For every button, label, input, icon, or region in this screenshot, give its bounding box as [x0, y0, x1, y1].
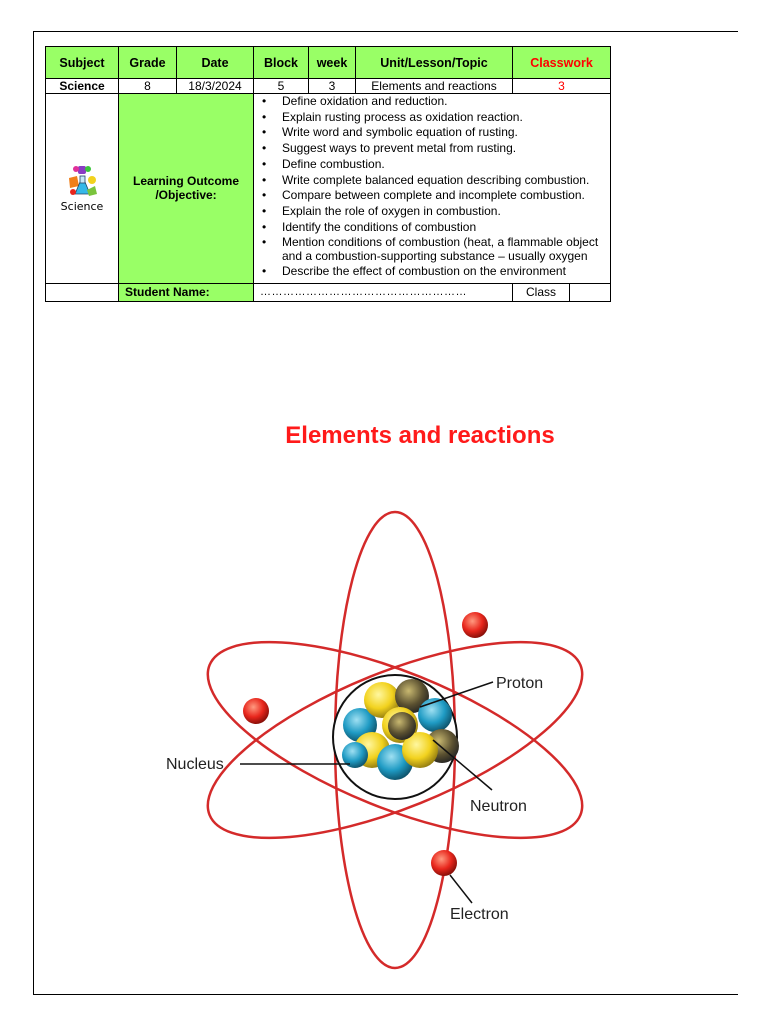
objective-item: • Write complete balanced equation describing combustion. — [260, 174, 607, 187]
electron-particle — [431, 850, 457, 876]
objective-item: • Write word and symbolic equation of rusting. — [260, 126, 607, 139]
value-date: 18/3/2024 — [177, 79, 254, 94]
header-topic: Unit/Lesson/Topic — [356, 47, 513, 79]
logo-label: Science — [60, 199, 104, 213]
objective-item: • Explain the role of oxygen in combustion. — [260, 205, 607, 218]
objective-item: • Mention conditions of combustion (heat, a flammable object and a combustion-supporting substance – usually oxygen — [260, 236, 607, 262]
values-row — [46, 79, 611, 94]
electron-particle — [243, 698, 269, 724]
neutron-label: Neutron — [470, 798, 527, 815]
header-block: Block — [254, 47, 309, 79]
header-week: week — [309, 47, 356, 79]
value-topic: Elements and reactions — [356, 79, 513, 94]
logo-cell — [46, 94, 119, 284]
objectives-row — [46, 94, 611, 284]
header-row — [46, 47, 611, 79]
objective-item: • Identify the conditions of combustion — [260, 221, 607, 234]
header-date: Date — [177, 47, 254, 79]
objective-item: • Describe the effect of combustion on the environment — [260, 265, 607, 278]
objective-item: • Define combustion. — [260, 158, 607, 171]
header-grade: Grade — [119, 47, 177, 79]
value-block: 5 — [254, 79, 309, 94]
header-classwork: Classwork — [513, 47, 611, 79]
atom-diagram — [150, 500, 610, 980]
neutron-particle — [418, 698, 452, 732]
objectives-label: Learning Outcome /Objective: — [119, 94, 254, 284]
value-week: 3 — [309, 79, 356, 94]
student-row — [46, 283, 611, 301]
neutron-particle — [388, 712, 416, 740]
lesson-info-table — [45, 46, 611, 302]
proton-label: Proton — [496, 675, 544, 692]
electron-label: Electron — [450, 906, 509, 923]
page-title: Elements and reactions — [285, 422, 555, 449]
empty-cell — [46, 283, 119, 301]
header-subject: Subject — [46, 47, 119, 79]
class-field[interactable] — [570, 284, 610, 301]
objectives-list-cell — [254, 94, 611, 284]
objective-item: • Define oxidation and reduction. — [260, 95, 607, 108]
objective-item: • Compare between complete and incomplete combustion. — [260, 189, 607, 202]
objectives-list — [260, 95, 607, 278]
nucleus — [333, 675, 459, 799]
value-subject: Science — [46, 79, 119, 94]
value-grade: 8 — [119, 79, 177, 94]
objective-item: • Suggest ways to prevent metal from rusting. — [260, 142, 607, 155]
nucleus-label: Nucleus — [166, 756, 224, 773]
class-label: Class — [513, 284, 570, 301]
class-cell — [513, 283, 611, 301]
student-name-field[interactable]: ……………………………………………… — [254, 283, 513, 301]
student-name-label: Student Name: — [119, 283, 254, 301]
science-logo — [48, 164, 116, 213]
science-lab-icon — [65, 164, 99, 198]
electron-particle — [462, 612, 488, 638]
objective-item: • Explain rusting process as oxidation reaction. — [260, 111, 607, 124]
value-classwork: 3 — [513, 79, 611, 94]
electron-leader — [450, 875, 472, 903]
